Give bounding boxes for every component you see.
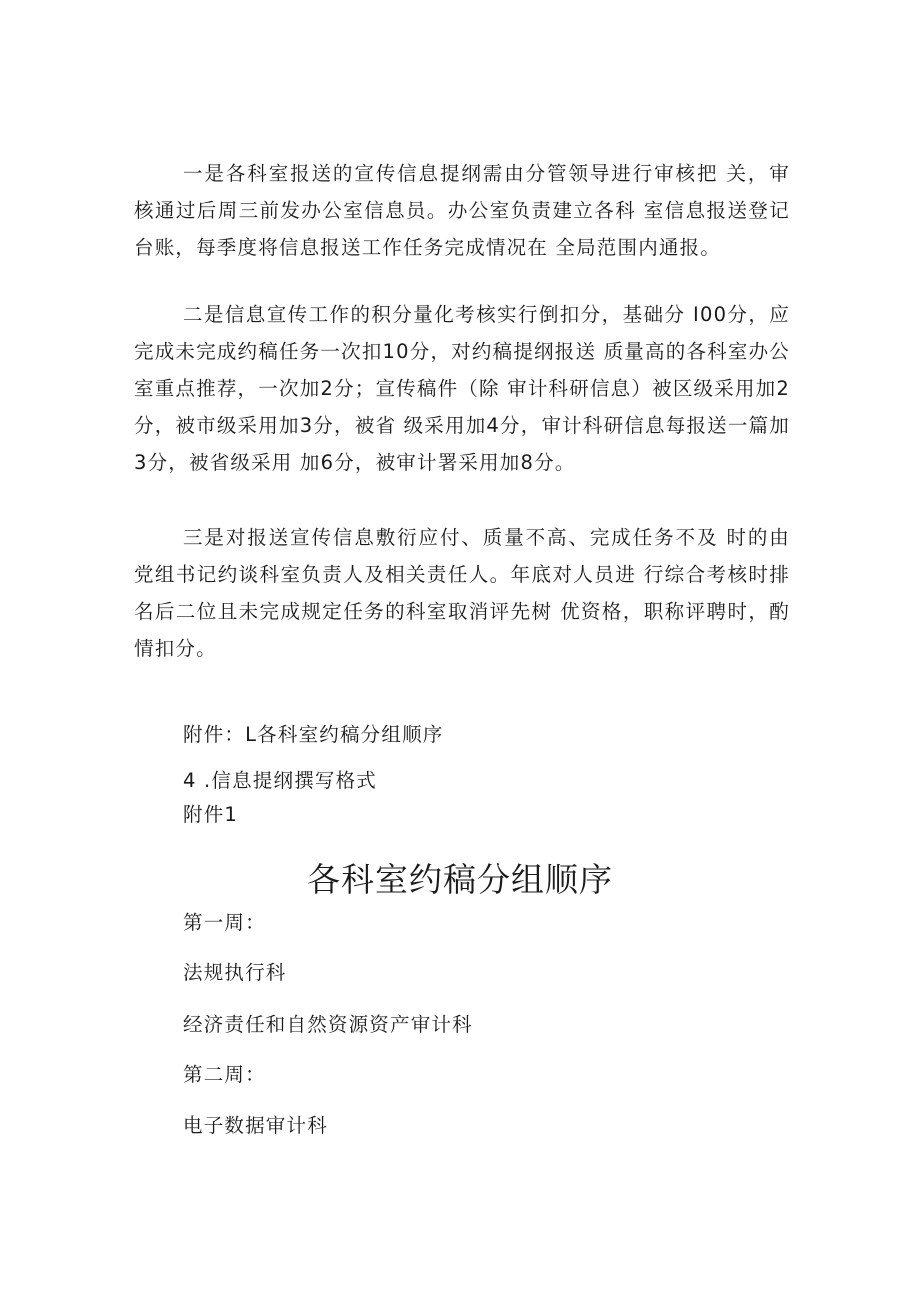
paragraph-review-process: 一是各科室报送的宣传信息提纲需由分管领导进行审核把 关，审核通过后周三前发办公室信息员。办公室负责建立各科 室信息报送登记台账，每季度将信息报送工作任务完成情况在 全局范围内通报。 [134, 162, 790, 259]
attachment-label: 附件1 [183, 803, 239, 826]
week-2-label: 第二周： [183, 1063, 266, 1086]
week-2-item-1: 电子数据审计科 [183, 1114, 328, 1137]
paragraph-accountability: 三是对报送宣传信息敷衍应付、质量不高、完成任务不及 时的由党组书记约谈科室负责人及相关责任人。年底对人员进 行综合考核时排名后二位且未完成规定任务的科室取消评先树 优资格，职称评聘时，酌情扣分。 [134, 526, 790, 660]
attachment-item-2: 4 .信息提纲撰写格式 [183, 769, 378, 792]
attachment-item-1: 附件：L各科室约稿分组顺序 [183, 723, 444, 746]
paragraph-scoring-rules: 二是信息宣传工作的积分量化考核实行倒扣分，基础分 I00分，应完成未完成约稿任务一次扣10分，对约稿提纲报送 质量高的各科室办公室重点推荐，一次加2分；宣传稿件（除 审计科研信息）被区级采用加2分，被市级采用加3分，被省 级采用加4分，审计科研信息每报送一篇加3分，被省级采用 加6分，被审计署采用加8分。 [134, 303, 790, 474]
week-1-item-1: 法规执行科 [183, 961, 287, 984]
week-1-item-2: 经济责任和自然资源资产审计科 [183, 1013, 473, 1036]
appendix-title: 各科室约稿分组顺序 [307, 860, 613, 899]
week-1-label: 第一周： [183, 911, 266, 934]
